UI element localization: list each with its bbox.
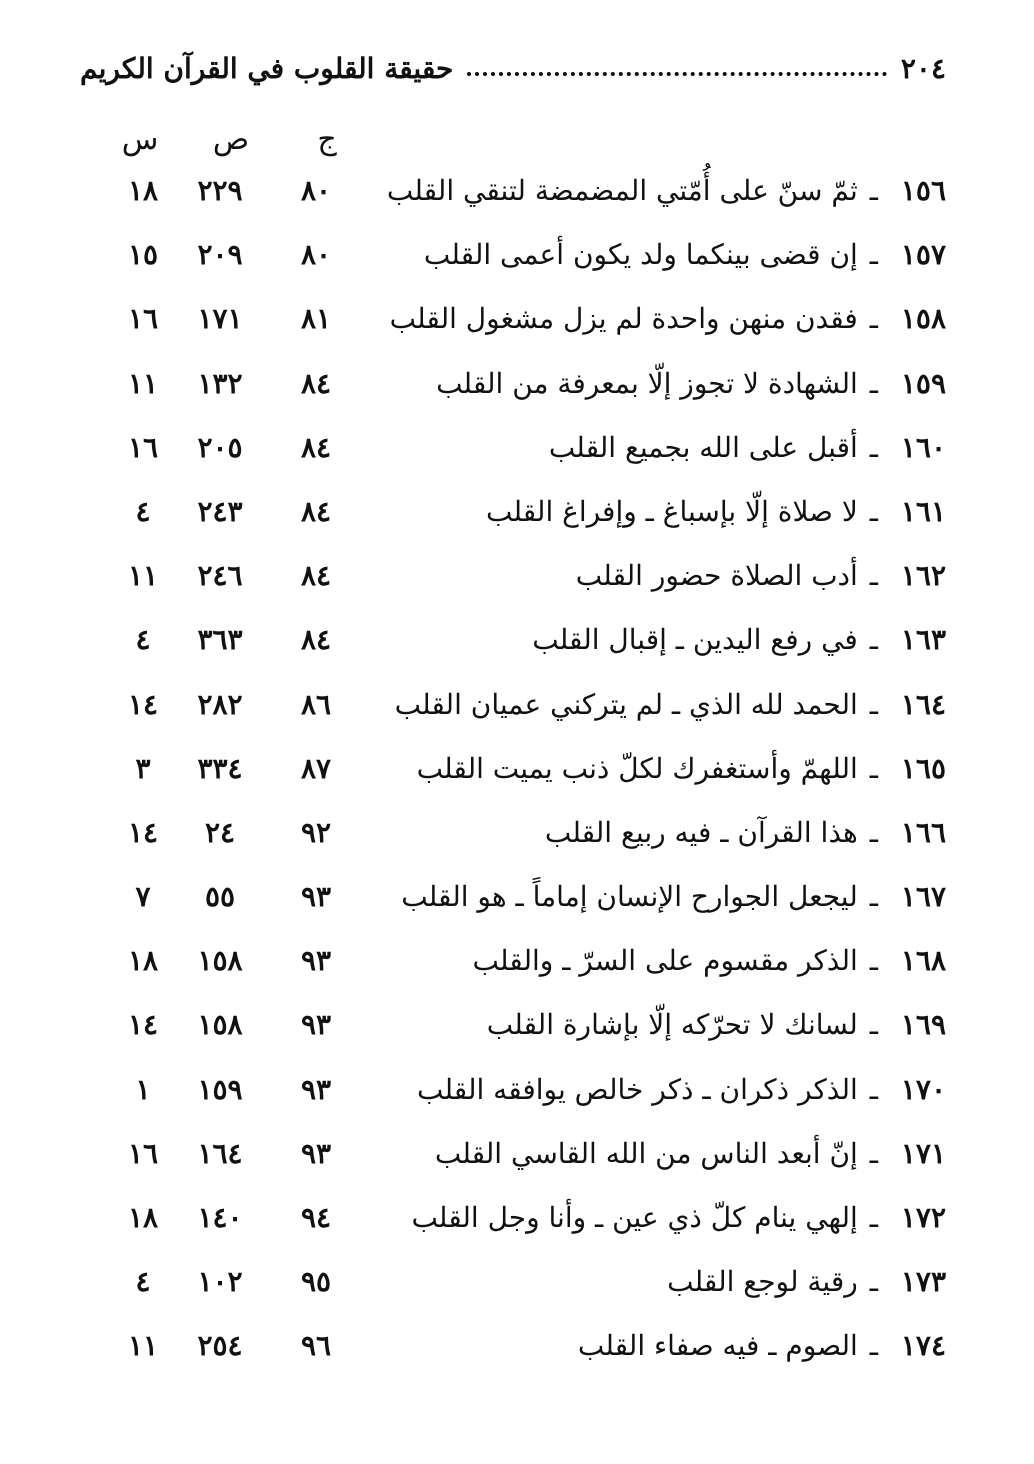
satr-value: ١٦	[127, 430, 159, 464]
index-entry	[578, 1329, 946, 1362]
index-entry	[417, 752, 946, 785]
index-entry	[435, 1137, 946, 1170]
juz-value: ٩٣	[300, 1008, 332, 1042]
index-row	[88, 1061, 946, 1125]
index-row	[88, 290, 946, 354]
satr-value: ١٨	[127, 944, 159, 978]
entry-number: ١٥٩	[900, 366, 946, 400]
entry-number: ١٦٦	[900, 815, 946, 849]
index-row	[88, 611, 946, 675]
column-header-juz: ج	[317, 122, 337, 157]
page-number: ٢٠٤	[900, 51, 946, 85]
entry-number: ١٦٩	[900, 1008, 946, 1042]
index-entry	[436, 367, 946, 400]
satr-value: ١٤	[127, 687, 159, 721]
safha-value: ٣٦٣	[197, 623, 243, 657]
index-entry	[395, 688, 946, 721]
safha-value: ١٥٩	[197, 1072, 243, 1106]
satr-value: ١٤	[127, 815, 159, 849]
satr-value: ١٦	[127, 1136, 159, 1170]
entry-text: ليجعل الجوارح الإنسان إماماً ـ هو القلب	[401, 880, 858, 914]
juz-value: ٨٠	[300, 174, 332, 207]
entry-text: اللهمّ وأستغفرك لكلّ ذنب يميت القلب	[416, 751, 858, 785]
satr-value: ٤	[135, 623, 151, 657]
index-row	[88, 1189, 946, 1253]
satr-value: ١٦	[127, 302, 159, 336]
juz-value: ٩٦	[300, 1329, 332, 1363]
entry-text: إلهي ينام كلّ ذي عين ـ وأنا وجل القلب	[411, 1201, 858, 1234]
entry-number: ١٦٠	[900, 430, 946, 464]
index-entry	[486, 495, 946, 528]
index-entry	[473, 944, 946, 977]
entry-text: أدب الصلاة حضور القلب	[575, 559, 858, 593]
entry-dash: ـ	[869, 1265, 878, 1299]
entry-text: لا صلاة إلّا بإسباغ ـ وإفراغ القلب	[485, 494, 858, 528]
juz-value: ٩٣	[300, 944, 332, 978]
entry-number: ١٧٢	[900, 1201, 946, 1234]
index-row	[88, 996, 946, 1060]
safha-value: ٢٢٩	[197, 174, 243, 207]
entry-text: فقدن منهن واحدة لم يزل مشغول القلب	[389, 302, 858, 336]
entry-dash: ـ	[869, 494, 878, 528]
entry-text: أقبل على الله بجميع القلب	[548, 430, 858, 464]
entry-number: ١٧٠	[900, 1072, 946, 1106]
index-row	[88, 483, 946, 547]
safha-value: ١٥٨	[197, 944, 243, 978]
entry-number: ١٧١	[900, 1136, 946, 1170]
satr-value: ١٨	[127, 1201, 159, 1234]
satr-value: ١	[135, 1072, 151, 1106]
entry-dash: ـ	[869, 430, 878, 464]
column-header-safha: ص	[212, 122, 250, 157]
entry-number: ١٦٥	[900, 751, 946, 785]
juz-value: ٩٤	[300, 1201, 332, 1234]
safha-value: ٢٠٥	[197, 430, 243, 464]
entry-dash: ـ	[869, 1201, 878, 1234]
index-row	[88, 1317, 946, 1381]
index-row	[88, 1125, 946, 1189]
index-entry	[424, 238, 946, 271]
safha-value: ١٣٢	[197, 366, 243, 400]
entry-number: ١٧٣	[900, 1265, 946, 1299]
entry-number: ١٧٤	[900, 1329, 946, 1363]
column-header-satr: س	[121, 122, 159, 157]
satr-value: ٣	[135, 751, 151, 785]
entry-dash: ـ	[869, 815, 878, 849]
running-header	[80, 40, 946, 96]
juz-value: ٨٤	[300, 366, 332, 400]
index-row	[88, 932, 946, 996]
safha-value: ١٥٨	[197, 1008, 243, 1042]
satr-value: ١٤	[127, 1008, 159, 1042]
juz-value: ٨٦	[300, 687, 332, 721]
entry-text: إنّ أبعد الناس من الله القاسي القلب	[434, 1136, 858, 1170]
safha-value: ١٤٠	[197, 1201, 243, 1234]
entry-text: الذكر مقسوم على السرّ ـ والقلب	[472, 944, 858, 978]
index-list	[88, 162, 946, 1382]
entry-dash: ـ	[869, 559, 878, 593]
entry-number: ١٦٢	[900, 559, 946, 593]
satr-value: ١٥	[127, 238, 159, 272]
index-row	[88, 804, 946, 868]
index-entry	[549, 431, 946, 464]
safha-value: ٢٠٩	[197, 238, 243, 272]
safha-value: ١٦٤	[197, 1136, 243, 1170]
entry-dash: ـ	[869, 1329, 878, 1363]
entry-dash: ـ	[869, 751, 878, 785]
entry-text: هذا القرآن ـ فيه ربيع القلب	[544, 815, 858, 849]
juz-value: ٩٣	[300, 1136, 332, 1170]
satr-value: ٧	[135, 880, 151, 914]
entry-text: رقية لوجع القلب	[667, 1265, 858, 1299]
juz-value: ٨٠	[300, 238, 332, 272]
index-row	[88, 162, 946, 226]
juz-value: ٨١	[300, 302, 332, 336]
juz-value: ٨٤	[300, 494, 332, 528]
entry-dash: ـ	[869, 238, 878, 272]
juz-value: ٨٤	[300, 623, 332, 657]
index-row	[88, 419, 946, 483]
safha-value: ٢٥٤	[197, 1329, 243, 1363]
index-entry	[576, 559, 946, 592]
entry-text: الصوم ـ فيه صفاء القلب	[577, 1329, 858, 1363]
safha-value: ٥٥	[204, 880, 236, 914]
entry-number: ١٦٨	[900, 944, 946, 978]
entry-dash: ـ	[869, 944, 878, 978]
running-title: حقيقة القلوب في القرآن الكريم	[80, 51, 454, 85]
entry-dash: ـ	[869, 366, 878, 400]
satr-value: ١١	[127, 1329, 159, 1363]
entry-text: ثمّ سنّ على أُمّتي المضمضة لتنقي القلب	[386, 174, 858, 207]
safha-value: ٢٤٣	[197, 494, 243, 528]
entry-dash: ـ	[869, 880, 878, 914]
entry-text: الحمد لله الذي ـ لم يتركني عميان القلب	[394, 687, 858, 721]
entry-number: ١٦٧	[900, 880, 946, 914]
juz-value: ٨٤	[300, 559, 332, 593]
satr-value: ١١	[127, 559, 159, 593]
entry-dash: ـ	[869, 302, 878, 336]
satr-value: ٤	[135, 1265, 151, 1299]
index-entry	[417, 1073, 946, 1106]
entry-number: ١٥٧	[900, 238, 946, 272]
juz-value: ٩٢	[300, 815, 332, 849]
entry-dash: ـ	[869, 1136, 878, 1170]
juz-value: ٨٤	[300, 430, 332, 464]
safha-value: ١٠٢	[197, 1265, 243, 1299]
index-entry	[667, 1265, 946, 1298]
entry-number: ١٥٦	[900, 174, 946, 207]
index-row	[88, 1253, 946, 1317]
entry-number: ١٦٣	[900, 623, 946, 657]
safha-value: ٣٣٤	[197, 751, 243, 785]
entry-dash: ـ	[869, 623, 878, 657]
entry-text: إن قضى بينكما ولد يكون أعمى القلب	[423, 238, 858, 272]
safha-value: ٢٤	[204, 815, 236, 849]
satr-value: ١٨	[127, 174, 159, 207]
juz-value: ٩٥	[300, 1265, 332, 1299]
entry-dash: ـ	[869, 687, 878, 721]
index-row	[88, 740, 946, 804]
entry-text: الشهادة لا تجوز إلّا بمعرفة من القلب	[436, 366, 858, 400]
entry-number: ١٦١	[900, 494, 946, 528]
entry-text: في رفع اليدين ـ إقبال القلب	[532, 623, 858, 657]
index-entry	[545, 816, 946, 849]
satr-value: ١١	[127, 366, 159, 400]
juz-value: ٩٣	[300, 880, 332, 914]
dot-leader	[467, 72, 887, 76]
index-row	[88, 868, 946, 932]
index-row	[88, 355, 946, 419]
index-entry	[487, 1008, 946, 1041]
index-row	[88, 547, 946, 611]
entry-dash: ـ	[869, 174, 878, 207]
entry-number: ١٥٨	[900, 302, 946, 336]
entry-dash: ـ	[869, 1008, 878, 1042]
entry-dash: ـ	[869, 1072, 878, 1106]
entry-text: الذكر ذكران ـ ذكر خالص يوافقه القلب	[417, 1072, 858, 1106]
satr-value: ٤	[135, 494, 151, 528]
index-row	[88, 676, 946, 740]
entry-number: ١٦٤	[900, 687, 946, 721]
juz-value: ٩٣	[300, 1072, 332, 1106]
safha-value: ٢٤٦	[197, 559, 243, 593]
entry-text: لسانك لا تحرّكه إلّا بإشارة القلب	[486, 1008, 858, 1042]
index-entry	[532, 623, 946, 656]
index-entry	[387, 174, 946, 207]
index-row	[88, 226, 946, 290]
safha-value: ٢٨٢	[197, 687, 243, 721]
index-entry	[411, 1201, 946, 1234]
index-entry	[390, 302, 946, 335]
index-entry	[401, 880, 946, 913]
juz-value: ٨٧	[300, 751, 332, 785]
safha-value: ١٧١	[197, 302, 243, 336]
